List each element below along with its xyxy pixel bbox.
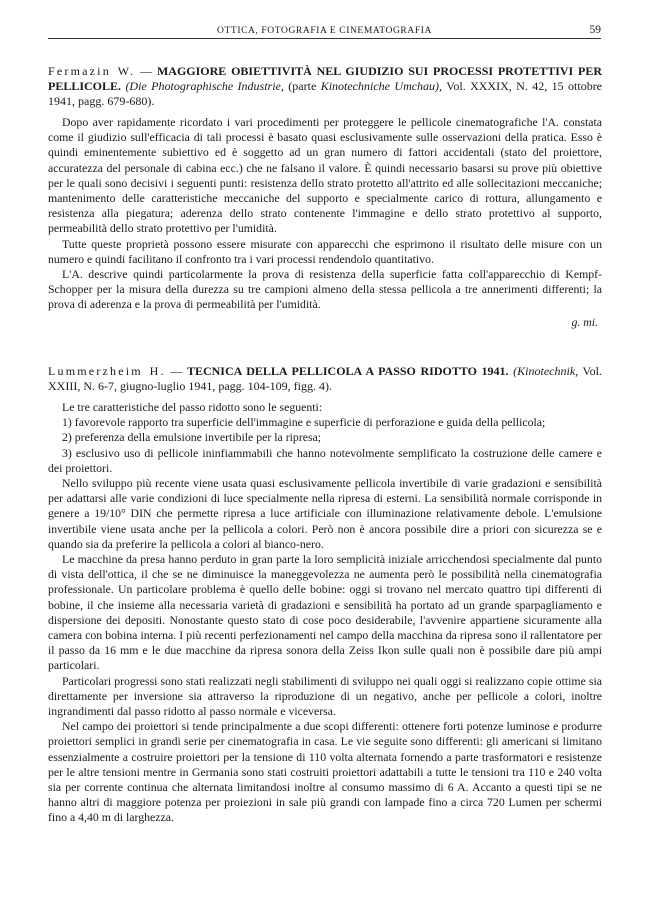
article-author: Lummerzheim H. bbox=[48, 364, 166, 378]
article-fermazin bbox=[48, 64, 602, 330]
heading-dash: — bbox=[170, 364, 183, 378]
article-title: MAGGIORE OBIETTIVITÀ NEL GIUDIZIO SUI PROCESSI PROTETTIVI PER PELLICOLE. bbox=[48, 64, 603, 93]
reviewer-signature: g. mi. bbox=[571, 314, 598, 329]
list-item: 3) esclusivo uso di pellicole ininfiammabili che hanno notevolmente semplificato la costruzione delle camere e dei proiettori. bbox=[48, 445, 602, 475]
paragraph-intro: Le tre caratteristiche del passo ridotto sono le seguenti: bbox=[62, 400, 323, 414]
heading-dash: — bbox=[140, 64, 153, 78]
paragraph: Nello sviluppo più recente viene usata quasi esclusivamente pellicola invertibile di varie gradazioni e sensibilità per adattarsi alle varie condizioni di luce specialmente nella ripresa di esterni. La sensibilità normale corrisponde in genere a 19/10° DIN che permette ripresa a luce artificiale con illuminazione relativamente debole. L'emulsione invertibile viene usata anche per la pellicola a colori. Però non è ancora possibile dire a priori con sicurezza se e quando sia da preferire la pellicola a colori al bianco-nero. bbox=[48, 476, 602, 551]
paragraph: Le macchine da presa hanno perduto in gran parte la loro semplicità iniziale arricchendosi specialmente dal punto di vista dell'ottica, il che se ne diminuisce la maneggevolezza ne aumenta però le possibilità nella cinematografia professionale. Un particolare problema è quello delle bobine: oggi si trovano nel mercato quattro tipi differenti di bobine, il che insieme alla necessaria varietà di gradazioni e sensibilità ha portato ad un grande sparpagliamento e dispersione dei depositi. Nonostante questo stato di cose poco desiderabile, l'avvenire appartiene sicuramente alla camera con bobina interna. I più recenti perfezionamenti nel campo della macchina da ripresa sono il rallentatore per il passo da 16 mm e le due macchine da ripresa sonora della Zeiss Ikon sulle quali non è possibile dare più ampi particolari. bbox=[48, 552, 602, 673]
source-citation: Vol. XXXIX, N. 42, 15 ottobre 1941, pagg. 679-680). bbox=[48, 79, 603, 108]
paragraph: Nel campo dei proiettori si tende principalmente a due scopi differenti: ottenere forti potenze luminose e produrre proiettori semplici in grandi serie per cinematografia in casa. Le vie seguite sono differenti: gli americani si limitano essenzialmente a costruire proiettori per la tensione di 110 volta alternata fornendo a parte trasformatori e resistenze per le altre tensioni mentre in Germania sono stati costruiti proiettori adattabili a tutte le tensioni tra 110 e 240 volta sia per corrente continua che alternata limitandosi inoltre al consumo massimo di 6 A. Accanto a questi tipi se ne hanno altri di maggiore potenza per proiezioni in sale più grandi con lampade fino a circa 720 Lumen per schermi fino a 4,40 m di larghezza. bbox=[48, 719, 602, 825]
list-item: 1) favorevole rapporto tra superficie dell'immagine e superficie di perforazione e guida della pellicola; bbox=[62, 415, 546, 430]
article-heading bbox=[48, 64, 602, 109]
article-author: Fermazin W. bbox=[48, 64, 136, 78]
running-header bbox=[48, 20, 601, 39]
source-citation: Vol. XXIII, N. 6-7, giugno-luglio 1941, pagg. 104-109, figg. 4). bbox=[48, 364, 602, 393]
paragraph: Particolari progressi sono stati realizzati negli stabilimenti di sviluppo nei quali oggi si realizzano copie ottime sia direttamente per inversione sia attraverso la riproduzione di un negativo, anche per pellicole a colori, inoltre ingrandimenti dal passo ridotto al passo normale e viceversa. bbox=[48, 673, 602, 719]
article-lummerzheim bbox=[48, 364, 602, 826]
article-heading bbox=[48, 364, 602, 394]
paragraph: L'A. descrive quindi particolarmente la prova di resistenza della superficie fatta coll'apparecchio di Kempf-Schopper per la misura della durezza su tre campioni almeno della stessa pellicola a tre annerimenti differenti; la prova di aderenza e la prova di permeabilità per l'umidità. bbox=[48, 267, 602, 312]
source-journal: (Kinotechnik, bbox=[513, 364, 579, 378]
source-part: (parte bbox=[288, 79, 317, 93]
page-number: 59 bbox=[589, 24, 601, 36]
source-journal-secondary: Kinotechniche Umchau), bbox=[320, 79, 443, 93]
paragraph: Dopo aver rapidamente ricordato i vari procedimenti per proteggere le pellicole cinematografiche l'A. constata come il giudizio sull'efficacia di tali processi è basato quasi esclusivamente sulle osservazioni della pratica. Esso è quindi eminentemente subiettivo ed è soggetto ad un gran numero di fattori accidentali (stato del proiettore, accuratezza del personale di cabina ecc.) che ne falsano il valore. È quindi necessario basarsi su prove più obiettive per le quali sono decisivi i seguenti punti: resistenza dello strato protetto all'attrito ed alle sollecitazioni meccaniche; mantenimento delle caratteristiche meccaniche del supporto e specialmente carico di rottura, allungamento e resistenza alla piegatura; aderenza dello strato contenente l'immagine e dello strato protettivo al supporto, permeabilità dello strato protettivo per l'umidità. bbox=[48, 115, 602, 236]
running-title: OTTICA, FOTOGRAFIA E CINEMATOGRAFIA bbox=[217, 26, 432, 36]
source-journal: (Die Photographische Industrie, bbox=[125, 79, 284, 93]
article-body bbox=[48, 115, 602, 313]
list-item: 2) preferenza della emulsione invertibile per la ripresa; bbox=[62, 430, 322, 445]
article-title: TECNICA DELLA PELLICOLA A PASSO RIDOTTO 1941. bbox=[186, 364, 509, 378]
paragraph: Tutte queste proprietà possono essere misurate con apparecchi che esprimono il risultato delle misure con un numero e quindi facilitano il confronto tra i vari processi rendendolo quantitativo. bbox=[48, 236, 602, 266]
article-body bbox=[48, 400, 602, 826]
